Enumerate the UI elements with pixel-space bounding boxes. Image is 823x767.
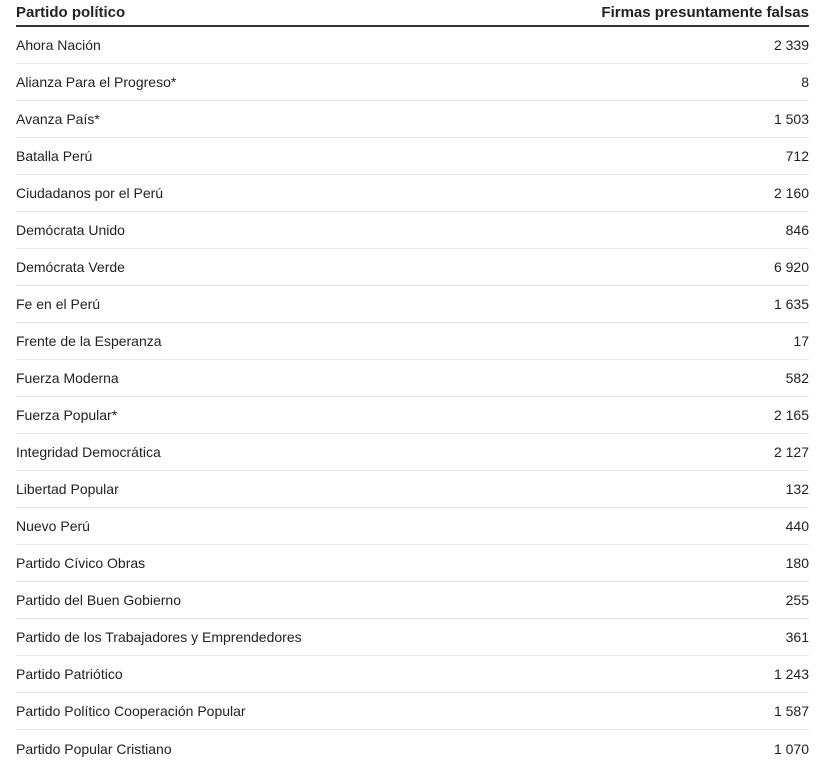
- table-body: [16, 27, 809, 767]
- party-name-cell: Fuerza Popular*: [16, 407, 118, 423]
- party-name-cell: Batalla Perú: [16, 148, 93, 164]
- signature-count-cell: 8: [801, 74, 809, 90]
- signature-count-cell: 1 070: [773, 740, 809, 757]
- data-table: [16, 0, 809, 767]
- table-row: [16, 656, 809, 693]
- party-name-cell: Libertad Popular: [16, 481, 119, 497]
- table-row: [16, 582, 809, 619]
- party-name-cell: Partido del Buen Gobierno: [16, 592, 181, 608]
- table-row: [16, 286, 809, 323]
- signature-count-cell: 361: [785, 629, 809, 645]
- signature-count-cell: 1 587: [773, 703, 809, 719]
- party-name-cell: Ahora Nación: [16, 37, 101, 53]
- party-name-cell: Partido Popular Cristiano: [16, 740, 172, 757]
- table-row: [16, 360, 809, 397]
- party-name-cell: Frente de la Esperanza: [16, 333, 162, 349]
- table-row: [16, 249, 809, 286]
- signature-count-cell: 1 243: [773, 666, 809, 682]
- table-row: [16, 27, 809, 64]
- signature-count-cell: 440: [785, 518, 809, 534]
- table-row: [16, 138, 809, 175]
- signature-count-cell: 132: [785, 481, 809, 497]
- table-row: [16, 323, 809, 360]
- table-header: [16, 0, 809, 27]
- table-row: [16, 397, 809, 434]
- signature-count-cell: 582: [785, 370, 809, 386]
- table-row: [16, 212, 809, 249]
- party-name-cell: Partido de los Trabajadores y Emprendedores: [16, 629, 302, 645]
- signature-count-cell: 255: [785, 592, 809, 608]
- party-name-cell: Fe en el Perú: [16, 296, 101, 312]
- party-name-cell: Avanza País*: [16, 111, 100, 127]
- signature-count-cell: 2 165: [773, 407, 809, 423]
- party-name-cell: Demócrata Verde: [16, 259, 125, 275]
- party-name-cell: Alianza Para el Progreso*: [16, 74, 177, 90]
- table-row: [16, 619, 809, 656]
- signature-count-cell: 2 339: [773, 37, 809, 53]
- table-row: [16, 545, 809, 582]
- party-name-cell: Partido Patriótico: [16, 666, 123, 682]
- signature-count-cell: 846: [785, 222, 809, 238]
- table-row: [16, 434, 809, 471]
- party-name-cell: Fuerza Moderna: [16, 370, 119, 386]
- table-row: [16, 471, 809, 508]
- table-row: [16, 508, 809, 545]
- party-name-cell: Nuevo Perú: [16, 518, 90, 534]
- signature-count-cell: 1 635: [773, 296, 809, 312]
- party-name-cell: Partido Cívico Obras: [16, 555, 146, 571]
- table-row: [16, 101, 809, 138]
- table-row: [16, 693, 809, 730]
- table-row: [16, 175, 809, 212]
- signature-count-cell: 180: [785, 555, 809, 571]
- table-row: [16, 64, 809, 101]
- signature-count-cell: 2 127: [773, 444, 809, 460]
- party-name-cell: Demócrata Unido: [16, 222, 125, 238]
- table-row: [16, 730, 809, 767]
- signature-count-cell: 712: [785, 148, 809, 164]
- party-name-cell: Ciudadanos por el Perú: [16, 185, 164, 201]
- column-header-party: Partido político: [16, 4, 126, 21]
- signature-count-cell: 2 160: [773, 185, 809, 201]
- party-name-cell: Partido Político Cooperación Popular: [16, 703, 246, 719]
- signature-count-cell: 1 503: [773, 111, 809, 127]
- signature-count-cell: 17: [793, 333, 809, 349]
- column-header-signatures: Firmas presuntamente falsas: [601, 4, 809, 21]
- party-name-cell: Integridad Democrática: [16, 444, 161, 460]
- signature-count-cell: 6 920: [773, 259, 809, 275]
